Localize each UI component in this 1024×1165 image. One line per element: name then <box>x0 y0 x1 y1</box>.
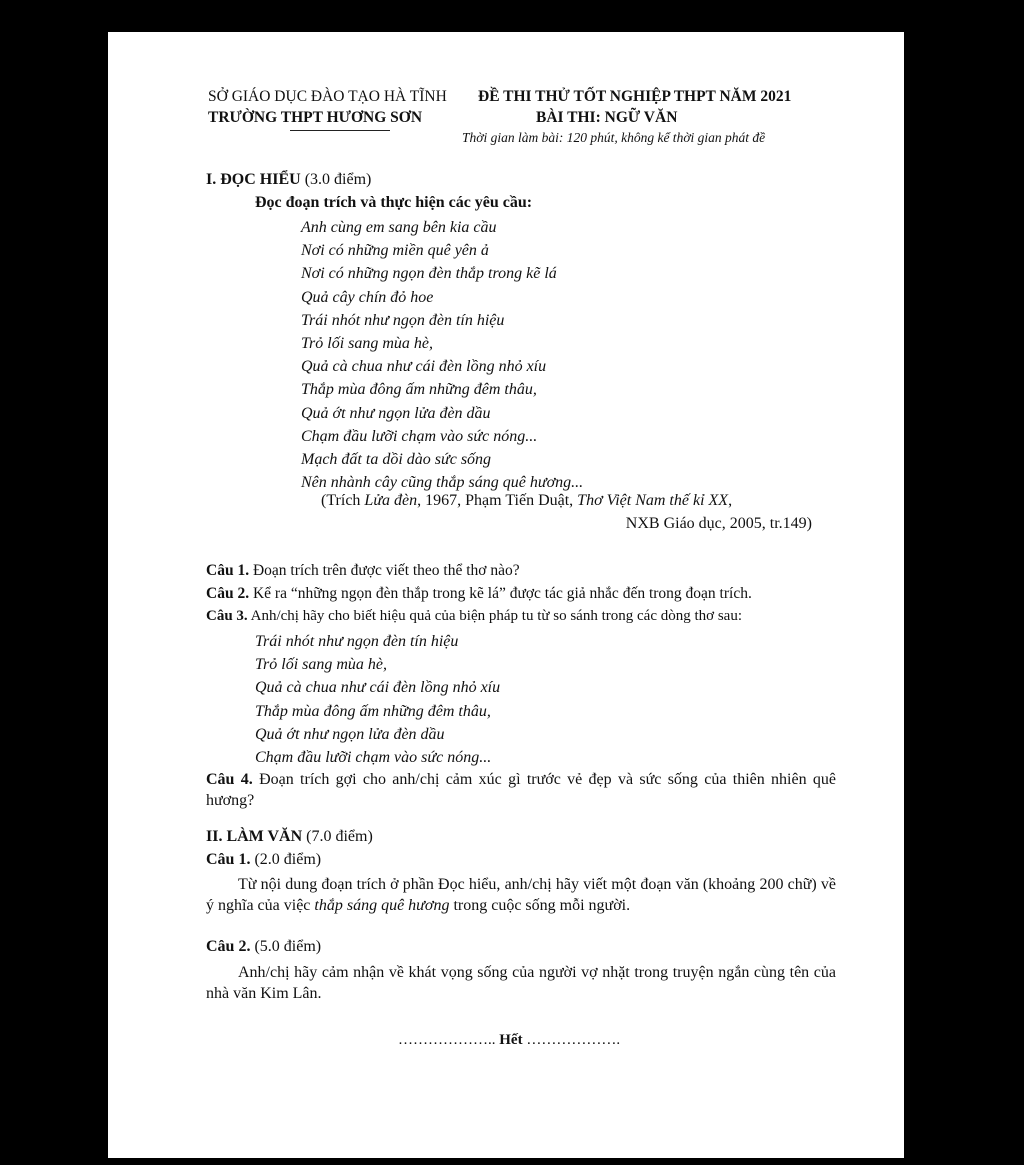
part2-question-1-heading <box>206 851 321 869</box>
question-text: Kể ra “những ngọn đèn thắp trong kẽ lá” được tác giả nhắc đến trong đoạn trích. <box>252 585 752 602</box>
quoted-line: Chạm đầu lưỡi chạm vào sức nóng... <box>255 749 492 767</box>
citation-line1 <box>321 492 732 510</box>
exam-subject: BÀI THI: NGỮ VĂN <box>536 109 678 126</box>
exam-page <box>108 32 904 1158</box>
part1-title: I. ĐỌC HIỂU <box>206 171 301 188</box>
time-note: Thời gian làm bài: 120 phút, không kể thời gian phát đề <box>462 130 766 145</box>
end-marker <box>398 1032 620 1049</box>
poem-line: Trái nhót như ngọn đèn tín hiệu <box>301 311 505 329</box>
part2-heading <box>206 828 373 846</box>
department-name: SỞ GIÁO DỤC ĐÀO TẠO HÀ TĨNH <box>208 88 447 105</box>
part2-question-2-heading <box>206 938 321 956</box>
question-points: (2.0 điểm) <box>254 851 322 868</box>
quoted-line: Thắp mùa đông ấm những đêm thâu, <box>255 702 491 720</box>
end-dots-left: ……………….. <box>398 1032 500 1048</box>
citation-mid: , 1967, Phạm Tiến Duật, <box>417 492 578 509</box>
quoted-line: Quả cà chua như cái đèn lồng nhỏ xíu <box>255 679 501 697</box>
question-2 <box>206 585 752 603</box>
poem-line: Thắp mùa đông ấm những đêm thâu, <box>301 381 537 399</box>
part2-title: II. LÀM VĂN <box>206 828 303 845</box>
poem-line: Mạch đất ta dồi dào sức sống <box>301 451 492 469</box>
poem-line: Quả cà chua như cái đèn lồng nhỏ xíu <box>301 358 547 376</box>
question-label: Câu 1. <box>206 851 251 868</box>
poem-line: Nên nhành cây cũng thắp sáng quê hương... <box>301 474 584 492</box>
question-1 <box>206 562 520 580</box>
part2-question-2-text <box>206 962 836 1004</box>
poem-line: Chạm đầu lưỡi chạm vào sức nóng... <box>301 427 538 445</box>
question-3 <box>206 608 742 625</box>
citation-line2: NXB Giáo dục, 2005, tr.149) <box>625 515 812 532</box>
quoted-line: Trái nhót như ngọn đèn tín hiệu <box>255 633 459 650</box>
school-name: TRƯỜNG THPT HƯƠNG SƠN <box>208 109 423 126</box>
end-dots-right: ………………. <box>522 1032 621 1048</box>
q1-text-before: Từ nội dung đoạn trích ở phần Đọc hiểu, anh/chị hãy viết một đoạn văn (khoảng 200 chữ) về ý nghĩa của việc <box>206 876 836 914</box>
part1-points: (3.0 điểm) <box>304 171 372 188</box>
question-text: Đoạn trích gợi cho anh/chị cảm xúc gì trước vẻ đẹp và sức sống của thiên nhiên quê hương? <box>206 771 837 809</box>
question-label: Câu 2. <box>206 585 250 602</box>
citation-book: Thơ Việt Nam thế kỉ XX <box>577 492 729 509</box>
end-word: Hết <box>499 1032 523 1048</box>
q1-text-after: trong cuộc sống mỗi người. <box>449 897 631 914</box>
question-label: Câu 2. <box>206 938 251 955</box>
quoted-line: Quả ớt như ngọn lửa đèn dầu <box>255 725 445 743</box>
question-4 <box>206 769 836 811</box>
part1-heading <box>206 171 371 189</box>
question-text: Anh/chị hãy cho biết hiệu quả của biện pháp tu từ so sánh trong các dòng thơ sau: <box>250 608 742 624</box>
quoted-line: Trỏ lối sang mùa hè, <box>255 656 388 674</box>
question-label: Câu 1. <box>206 562 250 579</box>
part2-points: (7.0 điểm) <box>306 828 373 845</box>
school-underline <box>290 130 390 131</box>
poem-excerpt <box>301 216 583 494</box>
reading-instruction: Đọc đoạn trích và thực hiện các yêu cầu: <box>255 194 533 211</box>
citation-open: (Trích <box>321 492 365 509</box>
question-label: Câu 4. <box>206 771 253 788</box>
poem-line: Nơi có những ngọn đèn thắp trong kẽ lá <box>301 265 557 283</box>
poem-line: Nơi có những miền quê yên ả <box>301 242 489 260</box>
poem-line: Quả ớt như ngọn lửa đèn dầu <box>301 404 491 422</box>
q2-text: Anh/chị hãy cảm nhận về khát vọng sống của người vợ nhặt trong truyện ngắn cùng tên của nhà văn Kim Lân. <box>206 964 836 1002</box>
citation-end: , <box>728 492 733 509</box>
part2-question-1-text <box>206 874 836 916</box>
citation-work: Lửa đèn <box>364 492 418 509</box>
poem-line: Trỏ lối sang mùa hè, <box>301 335 434 353</box>
question-points: (5.0 điểm) <box>254 938 322 955</box>
question-text: Đoạn trích trên được viết theo thể thơ nào? <box>252 562 520 579</box>
q1-text-italic: thắp sáng quê hương <box>314 897 450 914</box>
question-label: Câu 3. <box>206 608 248 624</box>
exam-title: ĐỀ THI THỬ TỐT NGHIỆP THPT NĂM 2021 <box>478 88 792 105</box>
question-3-quoted-lines <box>255 630 500 769</box>
poem-line: Quả cây chín đỏ hoe <box>301 288 434 306</box>
poem-line: Anh cùng em sang bên kia cầu <box>301 219 497 236</box>
